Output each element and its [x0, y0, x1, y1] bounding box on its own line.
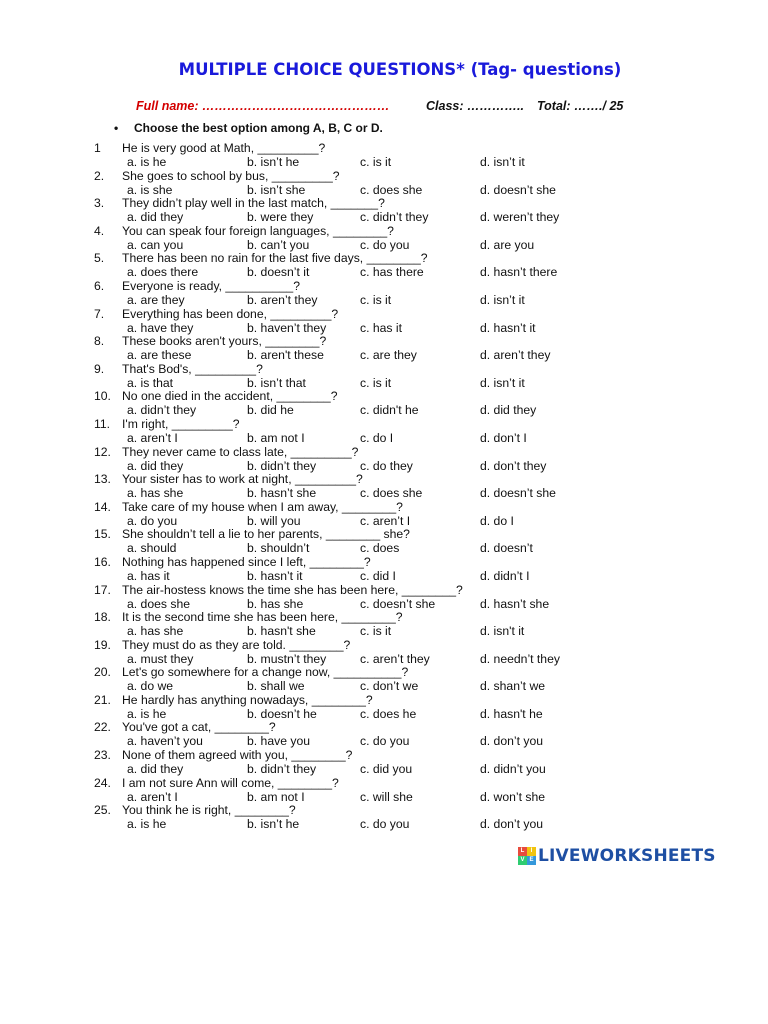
option-c[interactable]: c. does — [360, 541, 400, 556]
question-number: 3. — [94, 196, 105, 211]
option-b[interactable]: b. doesn’t it — [247, 265, 310, 280]
option-d[interactable]: d. weren’t they — [480, 210, 560, 225]
question-text: Nothing has happened since I left, ________? — [122, 554, 371, 569]
option-a[interactable]: a. aren’t I — [127, 789, 178, 804]
class-field[interactable]: Class: ………….. — [426, 99, 524, 113]
question-item — [0, 693, 768, 721]
option-b[interactable]: b. didn’t they — [247, 458, 317, 473]
question-text: It is the second time she has been here, ________? — [122, 610, 403, 625]
option-b[interactable]: b. shouldn’t — [247, 541, 310, 556]
option-b[interactable]: b. am not I — [247, 430, 305, 445]
option-b[interactable]: b. will you — [247, 513, 301, 528]
option-c[interactable]: c. is it — [360, 375, 392, 390]
question-number: 7. — [94, 306, 105, 321]
option-a[interactable]: a. should — [127, 541, 177, 556]
option-d[interactable]: d. didn’t I — [480, 568, 530, 583]
option-a[interactable]: a. did they — [127, 762, 184, 777]
option-c[interactable]: c. doesn’t she — [360, 596, 436, 611]
option-a[interactable]: a. is he — [127, 706, 167, 721]
question-text: Your sister has to work at night, _________? — [122, 472, 363, 487]
option-c[interactable]: c. do you — [360, 817, 410, 832]
option-d[interactable]: d. doesn’t she — [480, 182, 556, 197]
option-a[interactable]: a. has she — [127, 624, 184, 639]
option-c[interactable]: c. has it — [360, 320, 402, 335]
option-a[interactable]: a. haven’t you — [127, 734, 203, 749]
option-b[interactable]: b. am not I — [247, 789, 305, 804]
option-d[interactable]: d. did they — [480, 403, 537, 418]
option-d[interactable]: d. do I — [480, 513, 514, 528]
option-b[interactable]: b. haven’t they — [247, 320, 327, 335]
liveworksheets-logo — [518, 846, 716, 866]
option-d[interactable]: d. hasn’t there — [480, 265, 558, 280]
question-text: She shouldn’t tell a lie to her parents, ________ she? — [122, 527, 410, 542]
option-d[interactable]: d. don’t you — [480, 734, 544, 749]
question-text: There has been no rain for the last five days, ________? — [122, 251, 428, 266]
option-b[interactable]: b. can’t you — [247, 237, 310, 252]
option-a[interactable]: a. has she — [127, 486, 184, 501]
option-d[interactable]: d. are you — [480, 237, 535, 252]
option-c[interactable]: c. will she — [360, 789, 413, 804]
option-c[interactable]: c. do you — [360, 734, 410, 749]
option-a[interactable]: a. do we — [127, 679, 174, 694]
option-d[interactable]: d. hasn’t she — [480, 596, 550, 611]
question-item — [0, 169, 768, 197]
question-item — [0, 251, 768, 279]
question-text: Let's go somewhere for a change now, __________? — [122, 665, 409, 680]
option-a[interactable]: a. do you — [127, 513, 178, 528]
option-b[interactable]: b. isn’t that — [247, 375, 306, 390]
option-c[interactable]: c. is it — [360, 624, 392, 639]
option-c[interactable]: c. did I — [360, 568, 396, 583]
option-b[interactable]: b. aren’t they — [247, 292, 318, 307]
question-number: 19. — [94, 637, 111, 652]
option-c[interactable]: c. aren’t I — [360, 513, 411, 528]
question-text: No one died in the accident, ________? — [122, 389, 338, 404]
option-c[interactable]: c. don’t we — [360, 679, 419, 694]
question-number: 23. — [94, 748, 111, 763]
option-d[interactable]: d. needn’t they — [480, 651, 560, 666]
question-item — [0, 224, 768, 252]
question-number: 24. — [94, 775, 111, 790]
question-text: Everyone is ready, __________? — [122, 278, 300, 293]
question-number: 6. — [94, 278, 105, 293]
option-d[interactable]: d. isn’t it — [480, 375, 525, 390]
question-item — [0, 500, 768, 528]
question-item — [0, 389, 768, 417]
option-a[interactable]: a. didn’t they — [127, 403, 197, 418]
option-d[interactable]: d. aren’t they — [480, 348, 551, 363]
option-b[interactable]: b. have you — [247, 734, 311, 749]
question-text: That's Bod's, _________? — [122, 361, 263, 376]
option-b[interactable]: b. aren't these — [247, 348, 324, 363]
question-item — [0, 748, 768, 776]
option-b[interactable]: b. did he — [247, 403, 294, 418]
question-text: They never came to class late, _________? — [122, 444, 359, 459]
option-a[interactable]: a. did they — [127, 458, 184, 473]
bullet-icon: • — [114, 121, 119, 135]
option-b[interactable]: b. shall we — [247, 679, 305, 694]
option-d[interactable]: d. isn't it — [480, 624, 525, 639]
question-number: 20. — [94, 665, 111, 680]
question-number: 15. — [94, 527, 111, 542]
question-text: None of them agreed with you, ________? — [122, 748, 353, 763]
option-c[interactable]: c. has there — [360, 265, 424, 280]
question-list — [0, 141, 768, 831]
option-c[interactable]: c. aren’t they — [360, 651, 430, 666]
question-text: They didn’t play well in the last match, _______? — [122, 196, 385, 211]
question-text: Take care of my house when I am away, ________? — [122, 499, 403, 514]
option-d[interactable]: d. hasn't he — [480, 706, 543, 721]
question-text: You've got a cat, ________? — [122, 720, 276, 735]
option-c[interactable]: c. does she — [360, 486, 423, 501]
question-number: 1 — [94, 141, 101, 155]
question-text: You can speak four foreign languages, ________? — [122, 223, 394, 238]
option-a[interactable]: a. does she — [127, 596, 191, 611]
question-item — [0, 638, 768, 666]
option-a[interactable]: a. is he — [127, 155, 167, 169]
question-item — [0, 279, 768, 307]
option-c[interactable]: c. didn’t they — [360, 210, 429, 225]
question-item — [0, 445, 768, 473]
option-d[interactable]: d. isn’t it — [480, 292, 525, 307]
question-item — [0, 610, 768, 638]
option-a[interactable]: a. is that — [127, 375, 174, 390]
question-item — [0, 362, 768, 390]
question-item — [0, 583, 768, 611]
option-c[interactable]: c. is it — [360, 155, 392, 169]
option-c[interactable]: c. do I — [360, 430, 394, 445]
question-text: I'm right, _________? — [122, 416, 240, 431]
question-item — [0, 472, 768, 500]
option-a[interactable]: a. must they — [127, 651, 194, 666]
question-number: 9. — [94, 361, 105, 376]
student-info-line — [136, 99, 736, 113]
option-c[interactable]: c. did you — [360, 762, 413, 777]
option-d[interactable]: d. shan’t we — [480, 679, 546, 694]
question-item — [0, 334, 768, 362]
option-b[interactable]: b. hasn't she — [247, 624, 316, 639]
option-b[interactable]: b. hasn’t it — [247, 568, 303, 583]
option-c[interactable]: c. are they — [360, 348, 417, 363]
option-d[interactable]: d. don’t they — [480, 458, 547, 473]
question-item — [0, 720, 768, 748]
question-number: 16. — [94, 554, 111, 569]
question-item — [0, 665, 768, 693]
option-d[interactable]: d. isn’t it — [480, 155, 525, 169]
question-number: 21. — [94, 692, 111, 707]
question-number: 25. — [94, 803, 111, 818]
question-number: 13. — [94, 472, 111, 487]
question-text: He is very good at Math, _________? — [122, 141, 326, 155]
option-d[interactable]: d. didn’t you — [480, 762, 546, 777]
option-a[interactable]: a. are they — [127, 292, 185, 307]
question-item — [0, 196, 768, 224]
option-a[interactable]: a. can you — [127, 237, 184, 252]
question-text: He hardly has anything nowadays, ________? — [122, 692, 373, 707]
question-item — [0, 527, 768, 555]
option-b[interactable]: b. were they — [247, 210, 314, 225]
total-score: Total: ……./ 25 — [537, 99, 624, 113]
instruction-text: Choose the best option among A, B, C or D. — [134, 121, 383, 135]
option-b[interactable]: b. didn’t they — [247, 762, 317, 777]
question-number: 5. — [94, 251, 105, 266]
full-name-field[interactable]: Full name: ……………………………………… — [136, 99, 390, 113]
question-number: 14. — [94, 499, 111, 514]
worksheet-title: MULTIPLE CHOICE QUESTIONS* (Tag- questions) — [178, 60, 622, 79]
question-text: You think he is right, ________? — [122, 803, 296, 818]
question-text: These books aren't yours, ________? — [122, 334, 327, 349]
question-text: They must do as they are told. ________? — [122, 637, 351, 652]
option-a[interactable]: a. have they — [127, 320, 194, 335]
option-b[interactable]: b. has she — [247, 596, 304, 611]
option-a[interactable]: a. is she — [127, 182, 173, 197]
option-c[interactable]: c. do they — [360, 458, 413, 473]
liveworksheets-icon: L I V E — [518, 847, 536, 865]
option-b[interactable]: b. isn’t he — [247, 817, 300, 832]
question-item — [0, 417, 768, 445]
question-number: 12. — [94, 444, 111, 459]
question-number: 10. — [94, 389, 111, 404]
option-a[interactable]: a. is he — [127, 817, 167, 832]
option-d[interactable]: d. don’t you — [480, 817, 544, 832]
question-item — [0, 307, 768, 335]
logo-text: LIVEWORKSHEETS — [538, 846, 716, 866]
question-text: She goes to school by bus, _________? — [122, 168, 340, 183]
option-b[interactable]: b. isn’t she — [247, 182, 306, 197]
option-d[interactable]: d. doesn’t she — [480, 486, 556, 501]
question-number: 17. — [94, 582, 111, 597]
question-number: 2. — [94, 168, 105, 183]
question-item — [0, 803, 768, 831]
question-text: I am not sure Ann will come, ________? — [122, 775, 339, 790]
option-b[interactable]: b. isn’t he — [247, 155, 300, 169]
instruction — [114, 121, 383, 135]
option-d[interactable]: d. hasn’t it — [480, 320, 536, 335]
option-d[interactable]: d. don’t I — [480, 430, 527, 445]
option-b[interactable]: b. doesn’t he — [247, 706, 317, 721]
option-c[interactable]: c. is it — [360, 292, 392, 307]
option-a[interactable]: a. aren’t I — [127, 430, 178, 445]
question-text: Everything has been done, _________? — [122, 306, 339, 321]
option-c[interactable]: c. does she — [360, 182, 423, 197]
option-b[interactable]: b. hasn’t she — [247, 486, 317, 501]
question-number: 18. — [94, 610, 111, 625]
question-number: 11. — [94, 416, 111, 431]
option-d[interactable]: d. won’t she — [480, 789, 546, 804]
option-b[interactable]: b. mustn’t they — [247, 651, 327, 666]
option-a[interactable]: a. did they — [127, 210, 184, 225]
question-item — [0, 776, 768, 804]
question-item — [0, 555, 768, 583]
question-text: The air-hostess knows the time she has been here, ________? — [122, 582, 463, 597]
option-c[interactable]: c. didn't he — [360, 403, 419, 418]
question-number: 22. — [94, 720, 111, 735]
option-c[interactable]: c. does he — [360, 706, 417, 721]
option-d[interactable]: d. doesn’t — [480, 541, 533, 556]
option-c[interactable]: c. do you — [360, 237, 410, 252]
option-a[interactable]: a. has it — [127, 568, 170, 583]
question-item — [0, 141, 768, 169]
option-a[interactable]: a. are these — [127, 348, 192, 363]
question-number: 4. — [94, 223, 105, 238]
option-a[interactable]: a. does there — [127, 265, 199, 280]
question-number: 8. — [94, 334, 105, 349]
